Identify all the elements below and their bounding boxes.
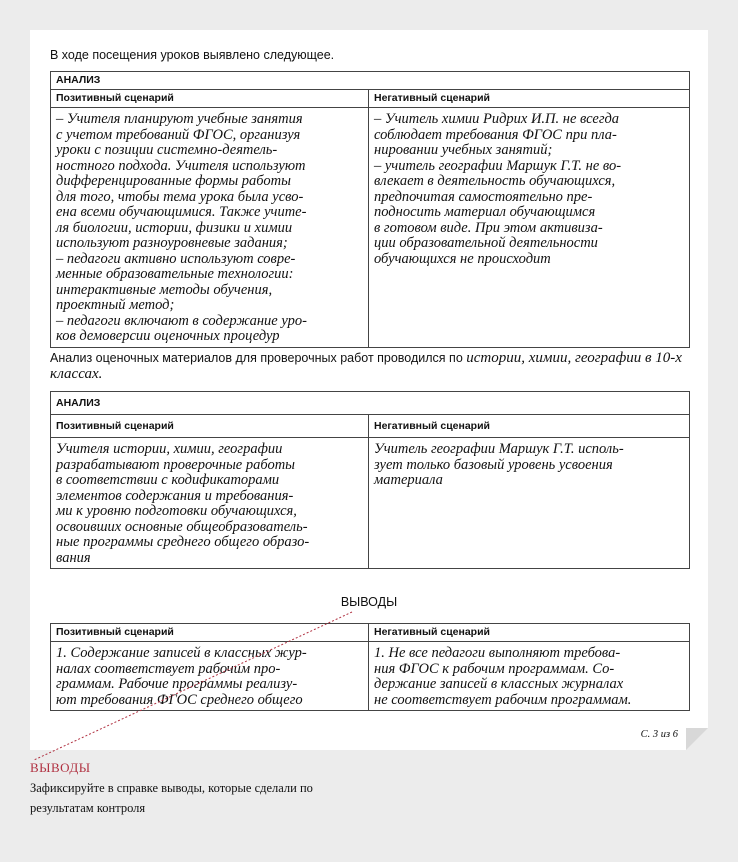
table-title: АНАЛИЗ	[51, 392, 690, 415]
callout-title: ВЫВОДЫ	[30, 760, 91, 775]
callout-text: Зафиксируйте в справке выводы, которые сделали по результатам контроля	[30, 781, 313, 815]
column-header-negative: Негативный сценарий	[369, 90, 690, 108]
column-header-negative: Негативный сценарий	[369, 415, 690, 438]
negative-scenario-cell: – Учитель химии Ридрих И.П. не всегда соблюдает требования ФГОС при пла- нировании учебных занятий; – учитель географии Маршук Г.Т. не во- влекает в деятельность обучающихся, предпочитая самостоятельно пре- подносить материал обучающимся в готовом виде. При этом активиза- ции образовательной деятельности обучающихся не происходит	[369, 108, 690, 348]
intro-text: В ходе посещения уроков выявлено следующее.	[50, 48, 335, 62]
page-number: С. 3 из 6	[640, 729, 678, 740]
column-header-positive: Позитивный сценарий	[51, 624, 369, 642]
column-header-negative: Негативный сценарий	[369, 624, 690, 642]
positive-scenario-cell: Учителя истории, химии, географии разрабатывают проверочные работы в соответствии с кодификаторами элементов содержания и требования- ми к уровню подготовки обучающихся, освоивших основные общеобразователь- ные программы среднего общего образо- вания	[51, 438, 369, 569]
positive-conclusion-cell: 1. Содержание записей в классных жур- налах соответствует рабочим про- граммам. Рабочие программы реализу- ют требования ФГОС среднего общего	[51, 642, 369, 711]
paragraph-prefix: Анализ оценочных материалов для проверочных работ проводился по	[50, 351, 467, 365]
column-header-positive: Позитивный сценарий	[51, 90, 369, 108]
table-title: АНАЛИЗ	[51, 72, 690, 90]
conclusions-heading: ВЫВОДЫ	[340, 595, 398, 609]
negative-conclusion-cell: 1. Не все педагоги выполняют требова- ния ФГОС к рабочим программам. Со- держание записей в классных журналах не соответствует рабочим программам.	[369, 642, 690, 711]
column-header-positive: Позитивный сценарий	[51, 415, 369, 438]
positive-scenario-cell: – Учителя планируют учебные занятия с учетом требований ФГОС, организуя уроки с позиции системно-деятель- ностного подхода. Учителя используют дифференцированные формы работы для того, чтобы тема урока была усво- ена всеми обучающимися. Также учите- ля биологии, истории, физики и химии используют разноуровневые задания; – педагоги активно используют совре- менные образовательные технологии: интерактивные методы обучения, проектный метод; – педагоги включают в содержание уро- ков демоверсии оценочных процедур	[51, 108, 369, 348]
paragraph-subjects: истории, химии, географии в 10-х классах.	[50, 350, 682, 382]
negative-scenario-cell: Учитель географии Маршук Г.Т. исполь- зует только базовый уровень усвоения материала	[369, 438, 690, 569]
